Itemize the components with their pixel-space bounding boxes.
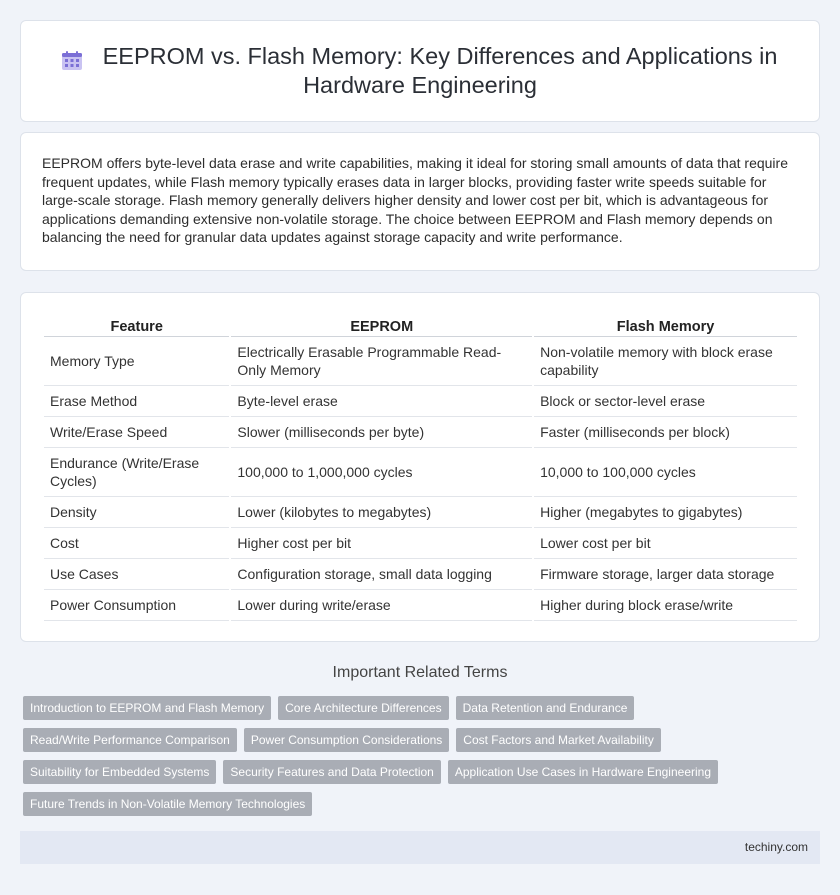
table-cell: Non-volatile memory with block erase capability [534, 337, 797, 386]
comparison-table-card [20, 292, 820, 642]
related-term-tag[interactable]: Read/Write Performance Comparison [23, 728, 237, 752]
column-header-feature: Feature [44, 315, 229, 337]
comparison-table [42, 315, 799, 621]
table-cell: Faster (milliseconds per block) [534, 417, 797, 448]
table-cell: Higher cost per bit [231, 528, 532, 559]
table-cell: Use Cases [44, 559, 229, 590]
table-cell: Block or sector-level erase [534, 386, 797, 417]
table-cell: Cost [44, 528, 229, 559]
table-row [44, 590, 797, 621]
table-row [44, 528, 797, 559]
table-cell: Byte-level erase [231, 386, 532, 417]
table-cell: Lower during write/erase [231, 590, 532, 621]
table-row [44, 337, 797, 386]
related-term-tag[interactable]: Security Features and Data Protection [223, 760, 440, 784]
related-term-tag[interactable]: Cost Factors and Market Availability [456, 728, 661, 752]
related-term-tag[interactable]: Suitability for Embedded Systems [23, 760, 216, 784]
table-row [44, 417, 797, 448]
table-cell: Firmware storage, larger data storage [534, 559, 797, 590]
table-cell: Erase Method [44, 386, 229, 417]
table-row [44, 497, 797, 528]
related-term-tag[interactable]: Introduction to EEPROM and Flash Memory [23, 696, 271, 720]
header-card [20, 20, 820, 122]
table-cell: Write/Erase Speed [44, 417, 229, 448]
calendar-grid-icon [61, 51, 83, 71]
table-cell: Slower (milliseconds per byte) [231, 417, 532, 448]
table-row [44, 448, 797, 497]
related-term-tag[interactable]: Core Architecture Differences [278, 696, 449, 720]
table-cell: Higher (megabytes to gigabytes) [534, 497, 797, 528]
page-title: EEPROM vs. Flash Memory: Key Differences and Applications in Hardware Engineering [102, 43, 778, 98]
footer-site-link[interactable]: techiny.com [744, 840, 808, 854]
table-cell: Endurance (Write/Erase Cycles) [44, 448, 229, 497]
related-term-tag[interactable]: Future Trends in Non-Volatile Memory Technologies [23, 792, 312, 816]
table-cell: Density [44, 497, 229, 528]
table-cell: Lower (kilobytes to megabytes) [231, 497, 532, 528]
related-terms-title: Important Related Terms [332, 664, 508, 681]
table-cell: Higher during block erase/write [534, 590, 797, 621]
table-row [44, 386, 797, 417]
related-terms-list [23, 696, 783, 824]
related-term-tag[interactable]: Application Use Cases in Hardware Engineering [448, 760, 718, 784]
table-cell: 10,000 to 100,000 cycles [534, 448, 797, 497]
table-row [44, 559, 797, 590]
column-header-flash: Flash Memory [534, 315, 797, 337]
related-term-tag[interactable]: Power Consumption Considerations [244, 728, 449, 752]
footer [20, 831, 820, 864]
table-cell: Lower cost per bit [534, 528, 797, 559]
intro-card [20, 132, 820, 271]
table-cell: 100,000 to 1,000,000 cycles [231, 448, 532, 497]
table-cell: Memory Type [44, 337, 229, 386]
table-cell: Electrically Erasable Programmable Read-Only Memory [231, 337, 532, 386]
column-header-eeprom: EEPROM [231, 315, 532, 337]
intro-paragraph: EEPROM offers byte-level data erase and write capabilities, making it ideal for storing small amounts of data that require frequent updates, while Flash memory typically erases data in larger blocks, providing faster write speeds suitable for large-scale storage. Flash memory generally delivers higher density and lower cost per bit, which is advantageous for applications demanding extensive non-volatile storage. The choice between EEPROM and Flash memory depends on balancing the need for granular data updates against storage capacity and write performance. [42, 155, 788, 245]
table-cell: Configuration storage, small data logging [231, 559, 532, 590]
related-term-tag[interactable]: Data Retention and Endurance [456, 696, 635, 720]
table-header-row [44, 315, 797, 337]
table-cell: Power Consumption [44, 590, 229, 621]
